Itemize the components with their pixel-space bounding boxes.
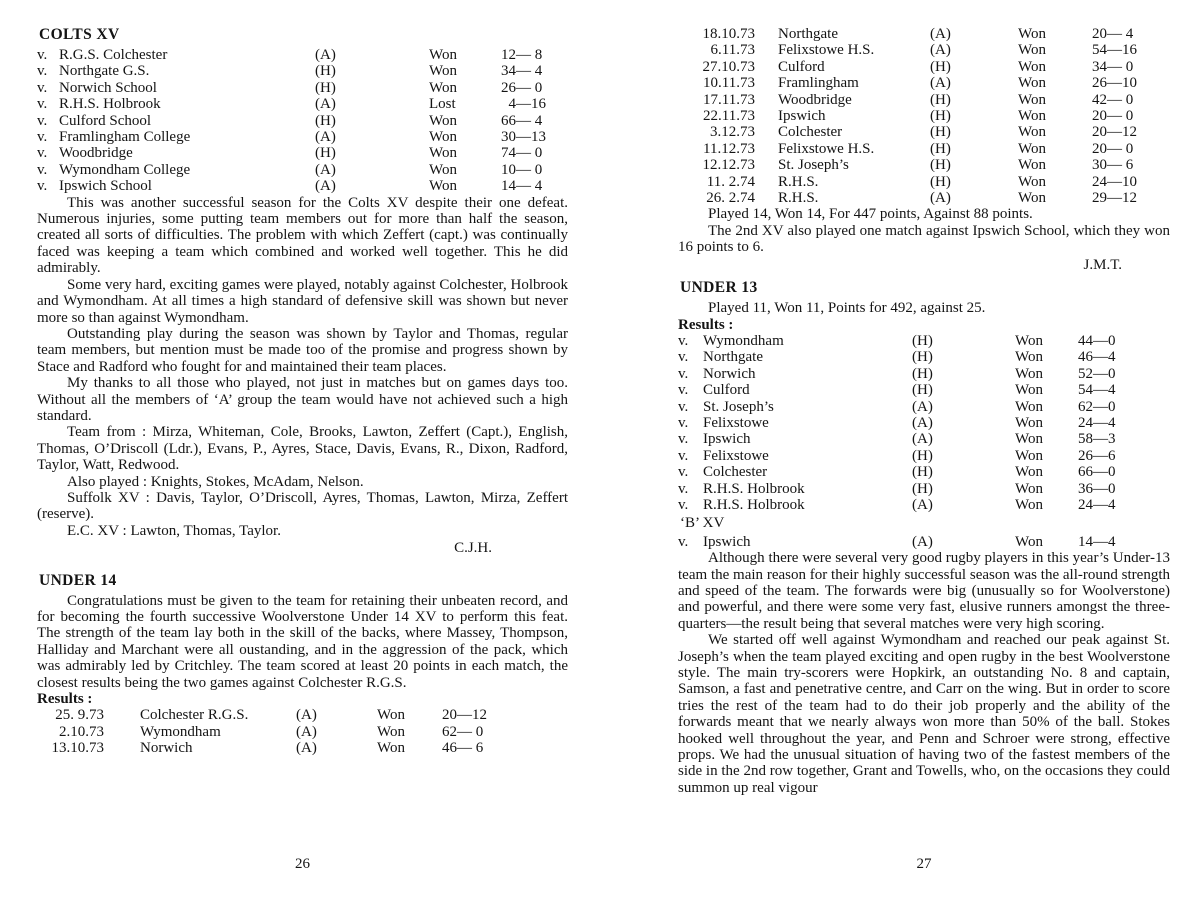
venue-indicator: (A) [930,26,951,42]
match-result: Won [1015,398,1043,415]
opponent-name: Ipswich [703,533,751,550]
section-heading-under-14: UNDER 14 [39,571,117,589]
versus-label: v. [678,447,689,464]
under13-results-table [678,333,1170,513]
opponent-name: R.H.S. [778,190,819,207]
versus-label: v. [37,161,48,178]
venue-indicator: (H) [912,382,933,399]
opponent-name: Woodbridge [59,145,133,162]
match-result: Won [1018,42,1046,59]
match-score: 26—6 [1078,447,1116,464]
venue-indicator: (A) [296,740,317,757]
match-score: 14—4 [1078,533,1116,550]
paragraph: Played 14, Won 14, For 447 points, Against 88 points. [708,206,1033,223]
venue-indicator: (A) [315,161,336,178]
match-result: Won [1015,533,1043,550]
result-row [678,92,1170,108]
paragraph: Team from : Mirza, Whiteman, Cole, Brooks, Lawton, Zeffert (Capt.), English, Thomas, O’Driscoll (Ldr.), Evans, P., Ayres, Stace, Davis, Evans, R., Dixon, Radford, Taylor, Watt, Redwood. [37,424,568,474]
match-score: 20— 4 [1092,26,1134,42]
match-result: Won [429,178,457,195]
venue-indicator: (A) [912,431,933,448]
match-score: 24—4 [1078,496,1116,513]
match-result: Won [1015,365,1043,382]
opponent-name: Colchester [703,464,768,481]
versus-label: v. [678,398,689,415]
paragraph: Although there were several very good rugby players in this year’s Under-13 team the main reason for their highly successful season was the all-round strength and speed of the team. The forwards were big (unusually so for Woolverstone) and powerful, and there were some very fast, elusive runners amongst the three-quarters—the result being that several matches were very high scoring. [678,550,1170,632]
match-score: 74— 0 [501,145,543,162]
paragraph: We started off well against Wymondham and reached our peak against St. Joseph’s when the team played exciting and open rugby in the best Woolverstone style. The main try-scorers were Hopkirk, an outstanding No. 8 and captain, Samson, a fast and penetrative centre, and Carr on the wing. But in order to score tries the rest of the team had to do their job properly and the ability of the forwards meant that we nearly always won more than 50% of the ball. Stokes hooked well throughout the year, and Penn and Schroer were strong, effective props. We had the unusual situation of having two of the fastest members of the side in the 2nd row together, Grant and Towells, who, on the occasions they could summon up real vigour [678,632,1170,796]
opponent-name: Wymondham College [59,161,191,178]
result-row [678,497,1170,513]
match-score: 24—10 [1092,173,1137,190]
b-xv-results-table [678,534,1170,550]
match-date: 27.10.73 [702,58,755,75]
opponent-name: Framlingham [778,75,859,92]
opponent-name: Wymondham [140,723,221,740]
venue-indicator: (A) [912,398,933,415]
venue-indicator: (A) [315,178,336,195]
opponent-name: Felixstowe H.S. [778,42,875,59]
match-score: 20—12 [442,707,487,724]
match-result: Won [1018,173,1046,190]
match-result: Won [1018,108,1046,125]
result-row [678,382,1170,398]
opponent-name: Ipswich School [59,178,152,195]
page-left [37,26,568,872]
result-row [678,141,1170,157]
result-row [678,75,1170,91]
opponent-name: Northgate G.S. [59,63,150,80]
under14-report-paragraph: Congratulations must be given to the team for retaining their unbeaten record, and for becoming the fourth successive Woolverstone Under 14 XV to perform this feat. The strength of the team lay both in the skill of the backs, where Massey, Thompson, Halliday and Marchant were all oustanding, and in the aggression of the pack, which was admirably led by Critchley. The team scored at least 20 points in each match, the closest results being the two games against Colchester R.G.S. [37,592,568,691]
page-right [678,26,1170,872]
under14-results-table-continued [678,26,1170,206]
match-date: 11.12.73 [703,140,755,157]
match-result: Won [429,112,457,129]
match-score: 30—13 [501,129,546,146]
venue-indicator: (H) [315,63,336,80]
result-row [37,47,568,63]
signature-jmt: J.M.T. [1083,256,1122,273]
match-result: Won [1015,382,1043,399]
match-score: 12— 8 [501,47,543,63]
result-row [37,724,568,740]
match-score: 42— 0 [1092,91,1134,108]
opponent-name: Colchester R.G.S. [140,707,249,724]
match-result: Won [429,161,457,178]
match-result: Won [1015,447,1043,464]
opponent-name: Framlingham College [59,129,191,146]
opponent-name: R.H.S. Holbrook [703,480,805,497]
match-result: Won [1015,349,1043,366]
match-result: Won [429,63,457,80]
match-score: 30— 6 [1092,157,1134,174]
venue-indicator: (H) [912,464,933,481]
match-date: 2.10.73 [59,723,104,740]
match-result: Won [377,707,405,724]
match-score: 26—10 [1092,75,1137,92]
versus-label: v. [37,47,48,63]
match-score: 44—0 [1078,332,1116,349]
match-score: 29—12 [1092,190,1137,207]
match-result: Won [1018,58,1046,75]
versus-label: v. [678,496,689,513]
versus-label: v. [37,112,48,129]
result-row [678,26,1170,42]
match-result: Won [1015,480,1043,497]
match-date: 12.12.73 [702,157,755,174]
match-result: Won [1018,124,1046,141]
venue-indicator: (H) [912,332,933,349]
opponent-name: Northgate [703,349,763,366]
venue-indicator: (H) [315,79,336,96]
match-date: 13.10.73 [51,740,104,757]
opponent-name: Norwich [140,740,193,757]
versus-label: v. [37,145,48,162]
venue-indicator: (H) [912,447,933,464]
colts-results-table [37,47,568,195]
venue-indicator: (A) [930,190,951,207]
result-row [37,740,568,756]
venue-indicator: (A) [912,533,933,550]
result-row [37,80,568,96]
result-row [678,174,1170,190]
venue-indicator: (H) [930,91,951,108]
result-row [37,162,568,178]
match-date: 3.12.73 [710,124,755,141]
venue-indicator: (H) [315,145,336,162]
result-row [37,178,568,194]
opponent-name: Northgate [778,26,838,42]
opponent-name: Colchester [778,124,843,141]
result-row [678,366,1170,382]
under14-season-summary [678,206,1170,255]
match-date: 10.11.73 [703,75,755,92]
venue-indicator: (A) [315,129,336,146]
venue-indicator: (A) [296,723,317,740]
venue-indicator: (H) [930,108,951,125]
opponent-name: Norwich School [59,79,157,96]
venue-indicator: (A) [912,414,933,431]
venue-indicator: (A) [315,47,336,63]
match-date: 26. 2.74 [706,190,755,207]
colts-report [37,195,568,540]
versus-label: v. [678,533,689,550]
match-date: 17.11.73 [703,91,755,108]
opponent-name: Culford School [59,112,152,129]
match-score: 20—12 [1092,124,1137,141]
result-row [678,464,1170,480]
opponent-name: St. Joseph’s [703,398,774,415]
match-score: 26— 0 [501,79,543,96]
paragraph: Also played : Knights, Stokes, McAdam, Nelson. [67,473,364,490]
match-score: 52—0 [1078,365,1116,382]
match-result: Won [1018,140,1046,157]
match-result: Won [1015,464,1043,481]
opponent-name: Norwich [703,365,756,382]
opponent-name: Ipswich [703,431,751,448]
match-date: 22.11.73 [703,108,755,125]
opponent-name: R.H.S. Holbrook [59,96,161,113]
paragraph: Outstanding play during the season was shown by Taylor and Thomas, regular team members, but mention must be made too of the promise and progress shown by Stace and Radford who fought for and maintained their team places. [37,325,568,375]
result-row [678,157,1170,173]
results-label: Results : [678,316,734,333]
versus-label: v. [37,79,48,96]
opponent-name: Culford [778,58,825,75]
match-score: 14— 4 [501,178,543,195]
result-row [37,129,568,145]
under14-results-table [37,707,568,756]
result-row [37,145,568,161]
result-row [37,113,568,129]
match-result: Won [1015,496,1043,513]
section-heading-under-13: UNDER 13 [680,279,758,297]
versus-label: v. [678,365,689,382]
result-row [37,63,568,79]
result-row [678,108,1170,124]
paragraph: My thanks to all those who played, not just in matches but on games days too. Without all the members of ‘A’ group the team would have not achieved such a high standard. [37,375,568,424]
versus-label: v. [678,382,689,399]
result-row [678,42,1170,58]
match-score: 10— 0 [501,161,543,178]
venue-indicator: (H) [930,173,951,190]
match-score: 34— 0 [1092,58,1134,75]
b-xv-label: ‘B’ XV [680,515,725,532]
result-row [678,349,1170,365]
match-result: Won [1015,431,1043,448]
opponent-name: R.G.S. Colchester [59,47,168,63]
page-number-right: 27 [916,856,932,872]
result-row [678,124,1170,140]
versus-label: v. [678,480,689,497]
opponent-name: R.H.S. Holbrook [703,496,805,513]
match-score: 62— 0 [442,723,484,740]
venue-indicator: (H) [912,365,933,382]
paragraph: E.C. XV : Lawton, Thomas, Taylor. [67,522,281,539]
versus-label: v. [37,96,48,113]
venue-indicator: (H) [930,124,951,141]
match-score: 46— 6 [442,740,484,757]
match-date: 18.10.73 [702,26,755,42]
match-score: 66—0 [1078,464,1116,481]
match-result: Won [377,740,405,757]
versus-label: v. [678,332,689,349]
match-score: 66— 4 [501,112,543,129]
match-result: Won [377,723,405,740]
opponent-name: Ipswich [778,108,826,125]
venue-indicator: (A) [912,496,933,513]
venue-indicator: (H) [930,140,951,157]
venue-indicator: (A) [315,96,336,113]
match-score: 24—4 [1078,414,1116,431]
versus-label: v. [678,431,689,448]
versus-label: v. [678,464,689,481]
result-row [678,481,1170,497]
versus-label: v. [37,178,48,195]
match-result: Won [1018,91,1046,108]
opponent-name: Woodbridge [778,91,852,108]
paragraph: Suffolk XV : Davis, Taylor, O’Driscoll, Ayres, Thomas, Lawton, Mirza, Zeffert (reserve). [37,489,568,523]
match-score: 34— 4 [501,63,543,80]
paragraph: This was another successful season for the Colts XV despite their one defeat. Numerous injuries, some putting team members out for more than half the season, created all sorts of difficulties. The problem with which Zeffert (capt.) was continually faced was keeping a team which combined and worked well together. This he did admirably. [37,194,568,277]
match-result: Won [429,47,457,63]
match-result: Won [1018,75,1046,92]
versus-label: v. [678,349,689,366]
venue-indicator: (H) [930,157,951,174]
under13-report [678,550,1170,796]
venue-indicator: (A) [930,42,951,59]
match-result: Won [1015,332,1043,349]
versus-label: v. [37,129,48,146]
match-date: 11. 2.74 [706,173,755,190]
opponent-name: Felixstowe [703,414,769,431]
match-result: Won [429,79,457,96]
page-number-left: 26 [295,856,310,872]
results-label: Results : [37,691,93,708]
result-row [37,96,568,112]
result-row [678,59,1170,75]
match-date: 6.11.73 [710,42,755,59]
result-row [678,190,1170,206]
match-result: Won [1018,190,1046,207]
result-row [678,431,1170,447]
result-row [678,399,1170,415]
result-row [678,415,1170,431]
venue-indicator: (A) [296,707,317,724]
match-result: Lost [429,96,456,113]
match-score: 58—3 [1078,431,1116,448]
match-result: Won [1018,26,1046,42]
result-row [678,534,1170,550]
match-score: 54—4 [1078,382,1116,399]
paragraph: The 2nd XV also played one match against Ipswich School, which they won 16 points to 6. [678,222,1170,256]
opponent-name: Felixstowe [703,447,769,464]
venue-indicator: (H) [912,480,933,497]
match-score: 20— 0 [1092,140,1134,157]
match-score: 54—16 [1092,42,1137,59]
opponent-name: Felixstowe H.S. [778,140,875,157]
versus-label: v. [678,414,689,431]
match-date: 25. 9.73 [55,707,104,724]
match-result: Won [429,145,457,162]
signature-cjh: C.J.H. [454,540,492,557]
match-result: Won [429,129,457,146]
match-result: Won [1015,414,1043,431]
match-result: Won [1018,157,1046,174]
venue-indicator: (A) [930,75,951,92]
opponent-name: R.H.S. [778,173,819,190]
opponent-name: Culford [703,382,750,399]
result-row [37,707,568,723]
venue-indicator: (H) [315,112,336,129]
match-score: 20— 0 [1092,108,1134,125]
match-score: 4—16 [501,96,546,113]
opponent-name: St. Joseph’s [778,157,849,174]
opponent-name: Wymondham [703,332,784,349]
venue-indicator: (H) [912,349,933,366]
match-score: 62—0 [1078,398,1116,415]
versus-label: v. [37,63,48,80]
result-row [678,333,1170,349]
result-row [678,448,1170,464]
match-score: 46—4 [1078,349,1116,366]
under13-record-line: Played 11, Won 11, Points for 492, against 25. [708,300,986,317]
venue-indicator: (H) [930,58,951,75]
paragraph: Some very hard, exciting games were played, notably against Colchester, Holbrook and Wymondham. At all times a high standard of defensive skill was shown but never more so than against Wymondham. [37,276,568,326]
match-score: 36—0 [1078,480,1116,497]
section-heading-colts-xv: COLTS XV [39,26,120,43]
